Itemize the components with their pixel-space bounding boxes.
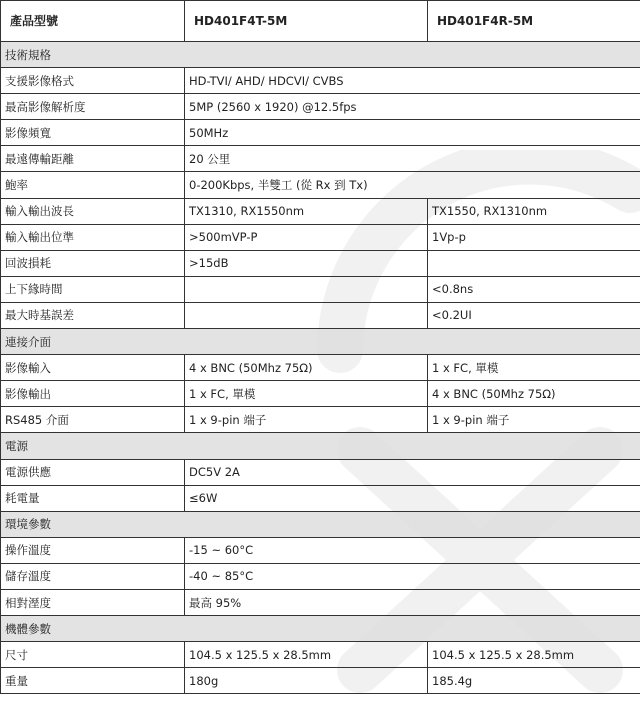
spec-value-shared: 0-200Kbps, 半雙工 (從 Rx 到 Tx) [185,172,640,198]
spec-row [1,94,640,120]
spec-row [1,172,640,198]
spec-label: 尺寸 [1,642,185,668]
spec-row [1,355,640,381]
spec-label: 重量 [1,668,185,694]
spec-label: 輸入輸出波長 [1,198,185,224]
spec-row [1,642,640,668]
spec-value-shared: DC5V 2A [185,459,640,485]
spec-label: 最高影像解析度 [1,94,185,120]
section-row [1,42,640,68]
spec-value-model-b: 1Vp-p [428,224,640,250]
spec-value-model-b [428,250,640,276]
spec-value-model-b: 1 x 9-pin 端子 [428,407,640,433]
spec-label: 操作溫度 [1,537,185,563]
spec-value-model-b: 4 x BNC (50Mhz 75Ω) [428,381,640,407]
spec-label: 影像頻寬 [1,120,185,146]
section-title: 電源 [1,433,640,459]
spec-label: 輸入輸出位準 [1,224,185,250]
spec-row [1,537,640,563]
spec-row [1,563,640,589]
spec-value-shared: 20 公里 [185,146,640,172]
spec-row [1,485,640,511]
section-row [1,616,640,642]
spec-label: 上下緣時間 [1,276,185,302]
spec-value-model-a [185,302,428,328]
spec-row [1,198,640,224]
spec-row [1,589,640,615]
spec-value-model-a: 180g [185,668,428,694]
spec-value-shared: -40 ~ 85°C [185,563,640,589]
spec-value-shared: ≤6W [185,485,640,511]
spec-value-model-a: 1 x FC, 單模 [185,381,428,407]
spec-label: 耗電量 [1,485,185,511]
spec-row [1,668,640,694]
spec-label: 支援影像格式 [1,68,185,94]
spec-value-model-a [185,276,428,302]
spec-label: RS485 介面 [1,407,185,433]
header-model-a: HD401F4T-5M [185,1,428,42]
spec-label: 相對溼度 [1,589,185,615]
spec-row [1,250,640,276]
spec-label: 影像輸出 [1,381,185,407]
section-title: 技術規格 [1,42,640,68]
spec-value-shared: HD-TVI/ AHD/ HDCVI/ CVBS [185,68,640,94]
spec-label: 鮑率 [1,172,185,198]
section-title: 機體參數 [1,616,640,642]
spec-value-model-b: TX1550, RX1310nm [428,198,640,224]
spec-row [1,459,640,485]
section-row [1,433,640,459]
spec-value-model-a: >500mVP-P [185,224,428,250]
spec-value-model-a: 104.5 x 125.5 x 28.5mm [185,642,428,668]
spec-value-model-b: <0.2UI [428,302,640,328]
spec-value-model-b: <0.8ns [428,276,640,302]
spec-value-model-a: 1 x 9-pin 端子 [185,407,428,433]
spec-label: 最遠傳輸距離 [1,146,185,172]
section-title: 連接介面 [1,329,640,355]
spec-value-model-b: 104.5 x 125.5 x 28.5mm [428,642,640,668]
spec-row [1,224,640,250]
section-row [1,329,640,355]
spec-value-model-b: 185.4g [428,668,640,694]
spec-value-shared: -15 ~ 60°C [185,537,640,563]
header-row [1,1,640,42]
spec-row [1,146,640,172]
spec-row [1,68,640,94]
spec-value-model-a: >15dB [185,250,428,276]
spec-row [1,120,640,146]
section-row [1,511,640,537]
spec-label: 電源供應 [1,459,185,485]
spec-value-shared: 最高 95% [185,589,640,615]
spec-row [1,276,640,302]
spec-label: 回波損耗 [1,250,185,276]
spec-value-model-a: 4 x BNC (50Mhz 75Ω) [185,355,428,381]
spec-value-shared: 50MHz [185,120,640,146]
header-label: 產品型號 [1,1,185,42]
spec-value-model-a: TX1310, RX1550nm [185,198,428,224]
header-model-b: HD401F4R-5M [428,1,640,42]
spec-label: 最大時基誤差 [1,302,185,328]
spec-value-model-b: 1 x FC, 單模 [428,355,640,381]
spec-value-shared: 5MP (2560 x 1920) @12.5fps [185,94,640,120]
spec-label: 影像輸入 [1,355,185,381]
spec-row [1,407,640,433]
spec-row [1,381,640,407]
spec-row [1,302,640,328]
spec-label: 儲存溫度 [1,563,185,589]
section-title: 環境參數 [1,511,640,537]
